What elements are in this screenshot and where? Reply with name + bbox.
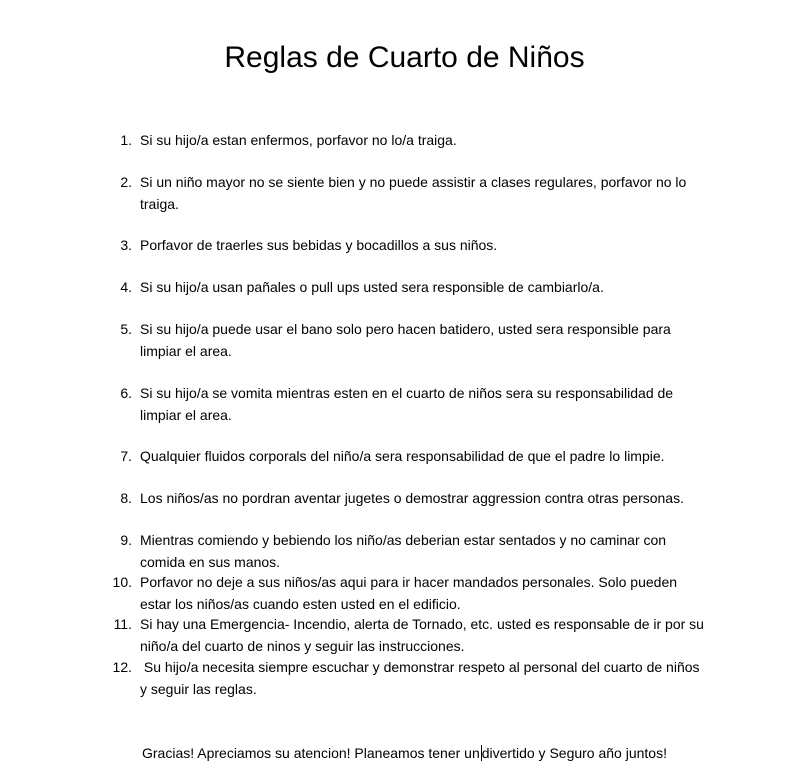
rule-item	[110, 276, 710, 298]
rule-text: Si su hijo/a se vomita mientras esten en el cuarto de niños sera su responsabilidad de limpiar el area.	[140, 385, 674, 423]
rule-text: Si su hijo/a puede usar el bano solo pero hacen batidero, usted sera responsible para limpiar el area.	[140, 321, 671, 359]
rule-number: 12.	[112, 659, 132, 675]
rule-text: Porfavor no deje a sus niños/as aqui para ir hacer mandados personales. Solo pueden estar los niños/as cuando esten usted en el edificio.	[140, 574, 678, 612]
rule-number: 8.	[120, 490, 132, 506]
rule-text: Porfavor de traerles sus bebidas y bocadillos a sus niños.	[140, 237, 498, 253]
rule-text: Su hijo/a necesita siempre escuchar y demonstrar respeto al personal del cuarto de niños y seguir las reglas.	[140, 659, 704, 697]
rule-item	[110, 487, 710, 509]
rule-item	[110, 318, 710, 362]
rule-text: Mientras comiendo y bebiendo los niño/as deberian estar sentados y no caminar con comida en sus manos.	[140, 532, 667, 570]
rule-text: Si su hijo/a estan enfermos, porfavor no lo/a traiga.	[140, 132, 457, 148]
rule-number: 5.	[120, 321, 132, 337]
rule-text: Los niños/as no pordran aventar jugetes o demostrar aggression contra otras personas.	[140, 490, 684, 506]
rule-number: 10.	[112, 574, 132, 590]
footer-text-end: divertido y Seguro año juntos!	[481, 745, 667, 761]
rule-item	[110, 129, 710, 151]
rule-number: 3.	[120, 237, 132, 253]
rule-text: Qualquier fluidos corporals del niño/a sera responsabilidad de que el padre lo limpie.	[140, 448, 665, 464]
rule-text: Si un niño mayor no se siente bien y no puede assistir a clases regulares, porfavor no lo traiga.	[140, 174, 687, 212]
rule-number: 1.	[120, 132, 132, 148]
rule-text: Si su hijo/a usan pañales o pull ups usted sera responsible de cambiarlo/a.	[140, 279, 604, 295]
rule-item	[110, 529, 710, 573]
rule-number: 7.	[120, 448, 132, 464]
rule-item	[110, 656, 710, 700]
rule-text: Si hay una Emergencia- Incendio, alerta de Tornado, etc. usted es responsable de ir por su niño/a del cuarto de ninos y seguir las instrucciones.	[140, 616, 704, 654]
rule-item	[110, 571, 710, 615]
rule-number: 11.	[113, 616, 132, 632]
rule-item	[110, 234, 710, 256]
thank-you-footer	[0, 742, 809, 764]
footer-text-start: Gracias! Apreciamos su atencion! Planeamos tener un	[142, 745, 480, 761]
rule-number: 9.	[120, 532, 132, 548]
document-title: Reglas de Cuarto de Niños	[224, 41, 585, 75]
rule-item	[110, 445, 710, 467]
rule-number: 6.	[120, 385, 132, 401]
rule-item	[110, 382, 710, 426]
rule-item	[110, 613, 710, 657]
rule-item	[110, 171, 710, 215]
rule-number: 4.	[120, 279, 132, 295]
rule-number: 2.	[120, 174, 132, 190]
